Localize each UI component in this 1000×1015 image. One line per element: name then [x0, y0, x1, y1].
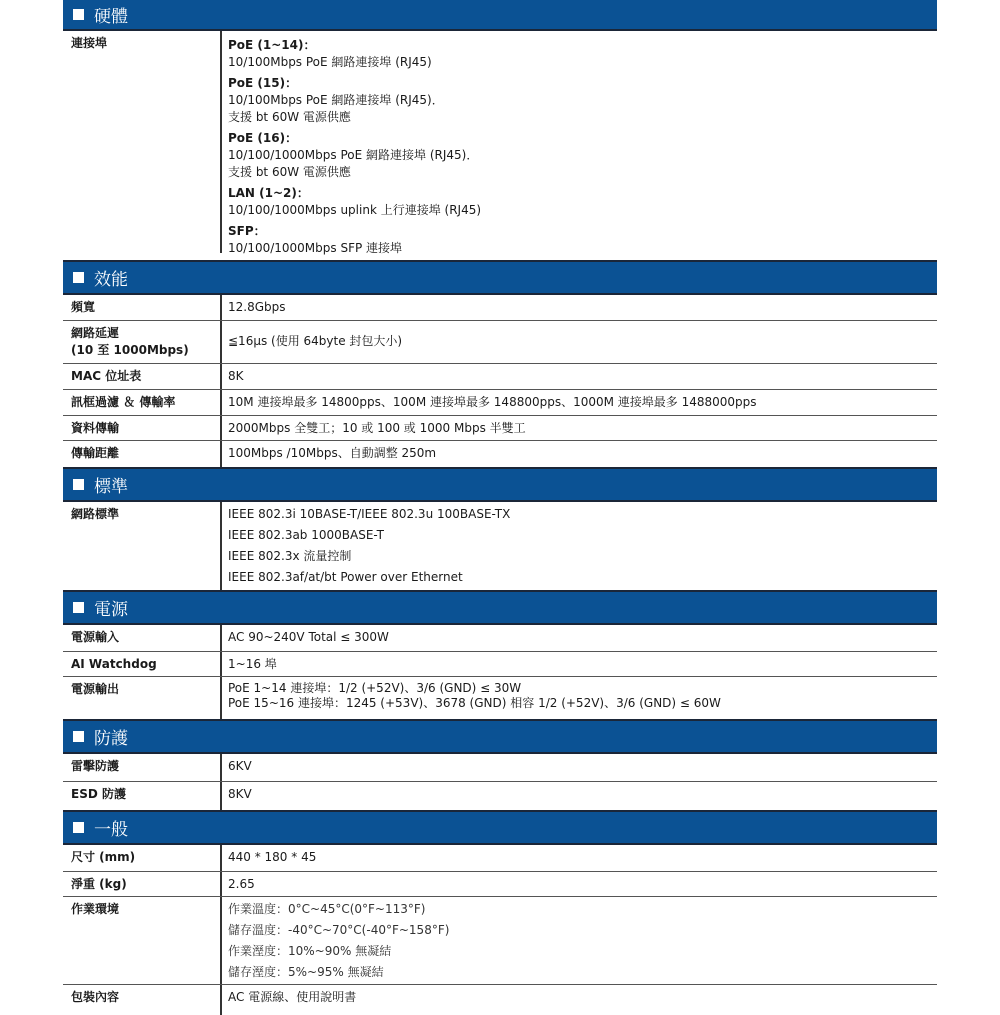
section-title: 電源	[94, 600, 128, 620]
spec-value: 8K	[228, 369, 244, 383]
spec-label: 連接埠	[63, 31, 222, 253]
spec-value: 2000Mbps 全雙工；10 或 100 或 1000 Mbps 半雙工	[228, 421, 526, 435]
spec-row-frame-filtering	[63, 390, 937, 416]
spec-value: 12.8Gbps	[228, 300, 286, 314]
spec-label: MAC 位址表	[63, 364, 222, 389]
square-bullet-icon	[73, 602, 84, 613]
spec-value: IEEE 802.3i 10BASE-T/IEEE 802.3u 100BASE-TX IEEE 802.3ab 1000BASE-T IEEE 802.3x 流量控制 IEEE 802.3af/at/bt Power over Ethernet	[228, 507, 511, 584]
spec-label: 頻寬	[63, 295, 222, 320]
spec-row-esd-protection	[63, 782, 937, 810]
section-title: 硬體	[94, 7, 128, 27]
spec-row-ai-watchdog	[63, 652, 937, 677]
spec-row-ports	[63, 31, 937, 260]
spec-table	[63, 0, 937, 1015]
spec-row-latency	[63, 321, 937, 364]
square-bullet-icon	[73, 822, 84, 833]
spec-label: 網路延遲 (10 至 1000Mbps)	[63, 321, 222, 363]
spec-label: 作業環境	[63, 897, 222, 984]
square-bullet-icon	[73, 9, 84, 20]
spec-row-package-contents	[63, 985, 937, 1015]
section-title: 一般	[94, 820, 128, 840]
port-block-poe-15: PoE (15)： 10/100Mbps PoE 網路連接埠 (RJ45)． 支援 bt 60W 電源供應	[228, 76, 444, 124]
section-header-power	[63, 590, 937, 625]
spec-row-distance	[63, 441, 937, 467]
spec-value: 440 * 180 * 45	[228, 850, 317, 864]
spec-label: 訊框過濾 ＆ 傳輸率	[63, 390, 222, 415]
port-block-lan: LAN (1~2)： 10/100/1000Mbps uplink 上行連接埠 (RJ45)	[228, 186, 482, 217]
section-header-general	[63, 810, 937, 845]
spec-label: 傳輸距離	[63, 441, 222, 467]
spec-row-data-transfer	[63, 416, 937, 441]
section-title: 防護	[94, 729, 128, 749]
spec-row-weight	[63, 872, 937, 897]
spec-row-dimensions	[63, 845, 937, 872]
section-header-standards	[63, 467, 937, 502]
square-bullet-icon	[73, 731, 84, 742]
spec-label: 網路標準	[63, 502, 222, 590]
spec-value: 1~16 埠	[228, 657, 277, 671]
section-title: 標準	[94, 477, 128, 497]
spec-label: 尺寸 (mm)	[63, 845, 222, 871]
spec-value: 100Mbps /10Mbps、自動調整 250m	[228, 446, 437, 460]
port-block-poe-1-14: PoE (1~14)： 10/100Mbps PoE 網路連接埠 (RJ45)	[228, 38, 432, 69]
port-block-poe-16: PoE (16)： 10/100/1000Mbps PoE 網路連接埠 (RJ45)． 支援 bt 60W 電源供應	[228, 131, 479, 179]
spec-row-bandwidth	[63, 295, 937, 321]
square-bullet-icon	[73, 272, 84, 283]
section-header-hardware	[63, 0, 937, 31]
spec-row-network-standards	[63, 502, 937, 590]
spec-row-power-output	[63, 677, 937, 719]
spec-label: 雷擊防護	[63, 754, 222, 781]
square-bullet-icon	[73, 479, 84, 490]
spec-value: AC 90~240V Total ≤ 300W	[228, 630, 389, 644]
spec-row-mac-table	[63, 364, 937, 390]
spec-value: 6KV	[228, 759, 252, 773]
spec-label: 資料傳輸	[63, 416, 222, 440]
section-header-protection	[63, 719, 937, 754]
section-header-performance	[63, 260, 937, 295]
spec-label: AI Watchdog	[63, 652, 222, 676]
spec-value: AC 電源線、使用說明書	[228, 990, 357, 1004]
spec-value	[222, 31, 937, 260]
spec-row-surge-protection	[63, 754, 937, 782]
spec-value: 8KV	[228, 787, 252, 801]
spec-label: 電源輸出	[63, 677, 222, 719]
spec-value: 作業溫度：0°C~45°C(0°F~113°F) 儲存溫度：-40°C~70°C(-40°F~158°F) 作業溼度：10%~90% 無凝結 儲存溼度：5%~95% 無凝結	[228, 902, 450, 979]
spec-label: ESD 防護	[63, 782, 222, 810]
spec-value: 2.65	[228, 877, 255, 891]
spec-value: 10M 連接埠最多 14800pps、100M 連接埠最多 148800pps、1000M 連接埠最多 1488000pps	[228, 395, 757, 409]
spec-value: PoE 1~14 連接埠：1/2 (+52V)、3/6 (GND) ≤ 30W PoE 15~16 連接埠：1245 (+53V)、3678 (GND) 相容 1/2 (+52V)、3/6 (GND) ≤ 60W	[228, 681, 721, 710]
section-title: 效能	[94, 270, 128, 290]
spec-row-environment	[63, 897, 937, 985]
spec-value: ≦16μs (使用 64byte 封包大小)	[228, 334, 403, 348]
spec-row-power-input	[63, 625, 937, 652]
spec-label: 包裝內容	[63, 985, 222, 1015]
spec-label: 電源輸入	[63, 625, 222, 651]
port-block-sfp: SFP： 10/100/1000Mbps SFP 連接埠	[228, 224, 403, 255]
spec-label: 淨重 (kg)	[63, 872, 222, 896]
